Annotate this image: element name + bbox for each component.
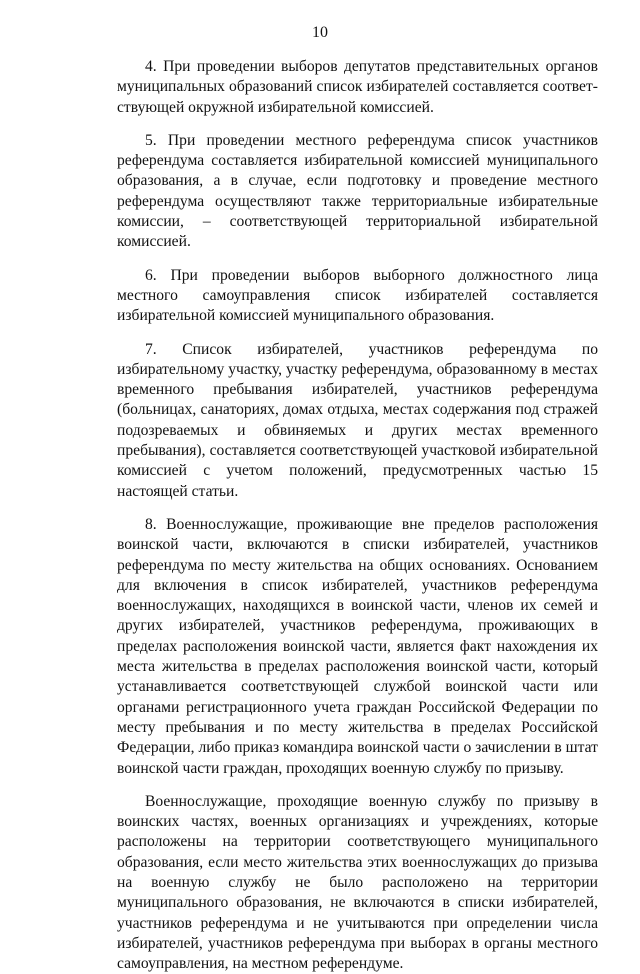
paragraph-6: 6. При проведении выборов выборного должностного лица местного самоуправления список избирателей составляется избирательной комиссией муниципального образования. (117, 266, 598, 325)
paragraph-8-continuation: Военнослужащие, проходящие военную службу по призыву в воинских частях, военных организациях и учреждениях, которые расположены на территории соответствующего муниципального образования, если место жительства этих военнослужащих до призыва на военную службу не было расположено на территории муниципального образования, не включаются в списки избирателей, участников референдума и не учитываются при определении числа избирателей, участников референдума при выборах в органы местного самоуправления, на местном референдуме. (117, 792, 598, 973)
paragraph-7: 7. Список избирателей, участников референдума по избирательному участку, участку референдума, образованному в местах временного пребывания избирателей, участников референдума (больницах, санаториях, домах отдыха, местах содержания под стражей подозреваемых и обвиняемых и других местах временного пребывания), составляется соответствующей участковой избирательной комиссией с учетом положений, предусмотренных частью 15 настоящей статьи. (117, 340, 598, 500)
document-body (117, 57, 598, 974)
paragraph-4: 4. При проведении выборов депутатов представительных органов муниципальных образований список избирателей составляется соответствующей окружной избирательной комиссией. (117, 58, 598, 116)
paragraph-5: 5. При проведении местного референдума список участников референдума составляется избирательной комиссией муниципального образования, а в случае, если подготовку и проведение местного референдума осуществляют также территориальные избирательные комиссии, – соответствующей территориальной избирательной комиссией. (117, 131, 598, 251)
page-number: 10 (312, 24, 328, 41)
paragraph-8: 8. Военнослужащие, проживающие вне пределов расположения воинской части, включаются в списки избирателей, участников референдума по месту жительства на общих основаниях. Основанием для включения в список избирателей, участников референдума военнослужащих, находящихся в воинской части, членов их семей и других избирателей, участников референдума, проживающих в пределах расположения воинской части, является факт нахождения их места жительства в пределах расположения воинской части, который устанавливается соответствующей службой воинской части или органами регистрационного учета граждан Российской Федерации по месту пребывания и по месту жительства в пределах Российской Федерации, либо приказ командира воинской части о зачислении в штат воинской части граждан, проходящих военную службу по призыву. (117, 515, 598, 777)
